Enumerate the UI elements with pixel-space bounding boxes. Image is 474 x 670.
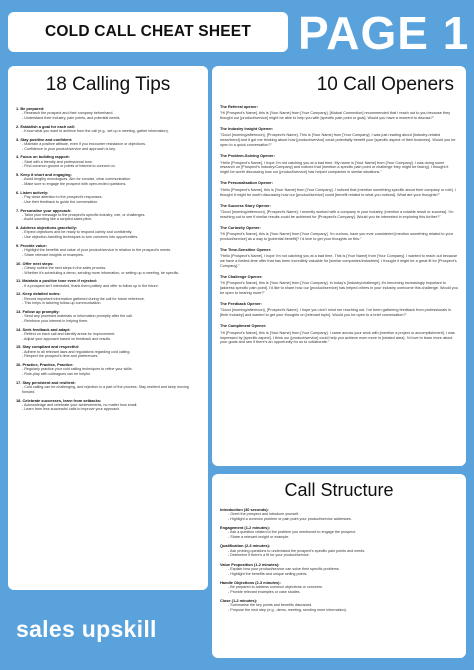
tip-line: - Avoid sounding like a scripted sales pitch. xyxy=(22,217,93,222)
opener-script: "Hello [Prospect's Name], I hope I'm not catching you at a bad time. This is [Your Name] from [Your Company]. I wanted to reach out because we have a limited-time offer that has been incredibly valuable for [similar companies/industries]. I thought it might be a great fit for [Prospect's Company]." xyxy=(220,254,458,269)
structure-step-line: - Summarise the key points and benefits discussed. xyxy=(228,603,313,608)
tip-heading: 14. Seek feedback and adapt: xyxy=(16,326,71,332)
tip-line: - Cold calling can be challenging, and rejection is a part of the process. Stay resilient and keep moving forward. xyxy=(22,385,189,394)
structure-step xyxy=(220,598,458,613)
tip-line: - Understand their industry, pain points, and potential needs. xyxy=(22,115,121,120)
tip-heading: 5. Keep it short and engaging: xyxy=(16,172,72,178)
structure-step-line: - Ask probing questions to understand the prospect's specific pain points and needs. xyxy=(228,548,366,553)
opener-script: "Hi [Prospect's Name], this is [Your Name] from [Your Company]. In today's [industry/challenge], it's becoming increasingly important to [address specific pain point]. I'd like to share how our [product/service] has helped others in your industry overcome this challenge. Would you be open to hearing more?" xyxy=(220,281,458,296)
tip-heading: 6. Listen actively: xyxy=(16,189,49,195)
opener-script: "Good [morning/afternoon], [Prospect's Name]. I recently worked with a company in your industry, [mention a notable result or success]. I'm reaching out to see if similar results could be achieved for [Prospect's Company]. Would you be interested in exploring this further?" xyxy=(220,209,454,219)
structure-step-heading: Handle Objections (2-3 minutes): xyxy=(220,579,281,585)
tip-heading: 3. Stay positive and confident: xyxy=(16,136,73,142)
opener-item xyxy=(220,274,458,296)
opener-heading: The Challenge Opener: xyxy=(220,274,263,280)
call-structure-list xyxy=(220,507,458,613)
structure-step-line: - Highlight a common problem or pain point your product/service addresses. xyxy=(228,516,352,521)
tip-item xyxy=(16,362,200,377)
tip-line: - This helps in tailoring follow-up communication. xyxy=(22,301,102,306)
opener-item xyxy=(220,301,458,318)
tip-heading: 10. Offer next steps: xyxy=(16,260,54,266)
opener-heading: The Personalisation Opener: xyxy=(220,180,273,186)
opener-script: "Good [morning/afternoon], [Prospect's Name]. This is [Your Name] from [Your Company]. I was just reading about [Industry-related news/trend] and it got me thinking about how [product/service] could potentially benefit your [specific aspect of their business]. Would you be open to a quick conversation?" xyxy=(220,133,456,148)
tip-item xyxy=(16,344,200,359)
tip-heading: 15. Stay compliant and respectful: xyxy=(16,344,80,350)
opener-heading: The Compliment Opener: xyxy=(220,323,267,329)
call-openers-list xyxy=(220,104,458,345)
tip-line: - Adhere to all relevant laws and regulations regarding cold calling. xyxy=(22,349,131,354)
structure-step-heading: Close (1-2 minutes): xyxy=(220,598,258,604)
opener-heading: The Success Story Opener: xyxy=(220,202,271,208)
tip-item xyxy=(16,243,200,258)
call-openers-panel xyxy=(212,66,466,466)
call-structure-panel xyxy=(212,474,466,658)
opener-item xyxy=(220,247,458,269)
tip-item xyxy=(16,309,200,324)
tip-heading: 18. Celebrate successes, learn from setbacks: xyxy=(16,397,102,403)
tip-item xyxy=(16,124,200,134)
tip-line: - Share relevant insights or examples. xyxy=(22,252,84,257)
opener-script: "Good [morning/afternoon], [Prospect's Name]. I hope you don't mind me reaching out. I've been gathering feedback from professionals in [their industry] and wanted to get your thoughts on [relevant topic]. Would you be open to a brief conversation?" xyxy=(220,308,452,318)
opener-script: "Hello [Prospect's Name], I hope I'm not catching you at a bad time. My name is [Your Name] from [Your Company]. I was doing some research on [Prospect's Industry/Company] and noticed that [mention a specific pain point or challenge they might be facing]. I thought it might be worth discussing how our [product/service] has helped companies in similar situations." xyxy=(220,160,449,175)
opener-heading: The Problem-Solving Opener: xyxy=(220,153,275,159)
structure-step-heading: Value Proposition (1-2 minutes): xyxy=(220,561,280,567)
tip-item xyxy=(16,261,200,276)
tip-line: - Pay close attention to the prospect's responses. xyxy=(22,195,103,200)
structure-step-line: - Ask a question related to the problem you mentioned to engage the prospect. xyxy=(228,530,357,535)
call-structure-title: Call Structure xyxy=(284,480,394,500)
tip-line: - Start with a friendly and professional tone. xyxy=(22,159,93,164)
tip-heading: 13. Follow up promptly: xyxy=(16,309,60,315)
tip-heading: 7. Personalise your approach: xyxy=(16,207,72,213)
structure-step-line: - Highlight the benefits and unique selling points. xyxy=(228,571,308,576)
opener-item xyxy=(220,180,458,197)
tip-line: - Expect objections and be ready to respond calmly and confidently. xyxy=(22,230,133,235)
tip-item xyxy=(16,172,200,187)
tip-line: - Role-play with colleagues can be helpful. xyxy=(22,372,92,377)
structure-step-heading: Qualification (2-3 minutes): xyxy=(220,543,271,549)
tip-heading: 8. Address objections gracefully: xyxy=(16,225,78,231)
tip-item xyxy=(16,398,200,413)
tip-line: - Research the prospect and their company beforehand. xyxy=(22,111,114,116)
tip-line: - Confidence in your product/service and approach is key. xyxy=(22,146,116,151)
structure-step-line: - Provide relevant examples or case studies. xyxy=(228,589,301,594)
opener-item xyxy=(220,323,458,345)
opener-item xyxy=(220,203,458,220)
tip-line: - Send any promised materials or information promptly after the call. xyxy=(22,314,133,319)
tip-heading: 1. Be prepared: xyxy=(16,106,45,111)
tip-heading: 17. Stay persistent and resilient: xyxy=(16,379,76,385)
tip-item xyxy=(16,380,200,395)
opener-script: "Hi [Prospect's Name], this is [Your Name] from [Your Company]. I'm curious, have you ever considered [mention something related to your product/service] as a way to [potential benefit]? I'd love to get your thoughts on this." xyxy=(220,232,453,241)
opener-item xyxy=(220,153,458,175)
tip-line: - Clearly outline the next steps in the sales process. xyxy=(22,265,107,270)
opener-heading: The Referral opener: xyxy=(220,104,259,109)
tip-line: - Use their feedback to guide the conversation. xyxy=(22,199,99,204)
structure-step-line: - Share a relevant insight or example. xyxy=(228,535,290,540)
tip-line: - Adjust your approach based on feedback and results. xyxy=(22,336,112,341)
tip-line: - If a prospect isn't interested, thank them politely and offer to follow up in the future. xyxy=(22,283,159,288)
tip-item xyxy=(16,327,200,342)
tip-heading: 11. Maintain a positive tone even if rejected: xyxy=(16,278,98,284)
calling-tips-title: 18 Calling Tips xyxy=(45,74,171,95)
calling-tips-list xyxy=(16,106,200,412)
tip-line: - Acknowledge and celebrate your achievements, no matter how small. xyxy=(22,402,138,407)
tip-item xyxy=(16,190,200,205)
tip-line: - Make sure to engage the prospect with open-ended questions. xyxy=(22,182,127,187)
structure-step xyxy=(220,525,458,540)
structure-step-line: - Determine if there's a fit for your product/service. xyxy=(228,553,310,558)
structure-step xyxy=(220,562,458,577)
tip-heading: 4. Focus on building rapport: xyxy=(16,154,70,160)
structure-step-heading: Engagement (1-2 minutes): xyxy=(220,525,270,531)
tip-line: - Learn from less successful calls to improve your approach. xyxy=(22,407,121,412)
tip-line: - Record important information gathered during the call for future reference. xyxy=(22,296,145,301)
tip-line: - Regularly practice your cold calling techniques to refine your skills. xyxy=(22,367,133,372)
tip-line: - Know what you want to achieve from the call (e.g., set up a meeting, gather information). xyxy=(22,128,169,133)
tip-heading: 12. Keep detailed notes: xyxy=(16,291,61,297)
opener-item xyxy=(220,126,458,148)
opener-script: "Hello [Prospect's Name], this is [Your Name] from [Your Company]. I noticed that [mention something specific about their company or role]. I thought it might be worth discussing how our [product/service] could [benefit related to what you noticed]. What are your thoughts?" xyxy=(220,187,456,197)
opener-script: "Hi [Prospect's Name], this is [Your Name] from [Your Company]. [Mutual Connection] recommended that I reach out to you because they thought our [product/service] might be able to help you with [specific pain point or goal]. Would you have a moment to discuss?" xyxy=(220,111,451,121)
opener-heading: The Curiosity Opener: xyxy=(220,224,261,230)
structure-step-heading: Introduction (30 seconds): xyxy=(220,507,269,512)
structure-step xyxy=(220,507,458,522)
page-number: PAGE 1 xyxy=(298,7,470,59)
structure-step xyxy=(220,543,458,558)
tip-line: - Reflect on each call and identify areas for improvement. xyxy=(22,331,116,336)
tip-heading: 16. Practice, Practice, Practice: xyxy=(16,362,74,368)
opener-script: "Hi [Prospect's Name], this is [Your Name] from [Your Company]. I came across your work with [mention a project or accomplishment]. I was impressed by [specific aspect]. I think our [product/service] could help you achieve even more in [related area]. I'd love to learn more about your goals and see if there's an opportunity for us to collaborate." xyxy=(220,330,455,345)
tip-line: - Avoid lengthy monologues. Aim for concise, clear communication. xyxy=(22,177,132,182)
tip-heading: 9. Provide value: xyxy=(16,242,47,248)
tip-line: - Maintain a positive attitude, even if you encounter resistance or objections. xyxy=(22,141,147,146)
tip-heading: 2. Establish a goal for each call: xyxy=(16,123,76,129)
structure-step-line: - Propose the next step (e.g., demo, meeting, sending more information). xyxy=(228,607,347,612)
page-title: COLD CALL CHEAT SHEET xyxy=(45,23,251,40)
structure-step-line: - Greet the prospect and introduce yourself. xyxy=(228,512,300,517)
brand-logo-text: sales upskill xyxy=(16,616,157,642)
tip-item xyxy=(16,137,200,152)
structure-step-line: - Be prepared to address common objections or concerns. xyxy=(228,585,323,590)
title-banner xyxy=(8,12,288,52)
calling-tips-panel xyxy=(8,66,208,590)
tip-line: - Respect the prospect's time and preferences. xyxy=(22,354,99,359)
tip-item xyxy=(16,154,200,169)
tip-line: - Highlight the benefits and value of your product/service in relation to the prospect's needs. xyxy=(22,248,172,253)
tip-item xyxy=(16,278,200,288)
opener-heading: The Industry Insight Opener: xyxy=(220,126,274,132)
structure-step-line: - Explain how your product/service can solve their specific problems. xyxy=(228,566,340,571)
structure-step xyxy=(220,580,458,595)
opener-heading: The Time-Sensitive Opener: xyxy=(220,247,272,253)
tip-item xyxy=(16,291,200,306)
tip-item xyxy=(16,208,200,223)
tip-item xyxy=(16,225,200,240)
tip-line: - Tailor your message to the prospect's specific industry, role, or challenges. xyxy=(22,212,146,217)
tip-line: - Whether it's scheduling a demo, sending more information, or setting up a meeting, be specific. xyxy=(22,270,180,275)
call-openers-title: 10 Call Openers xyxy=(316,74,454,95)
opener-item xyxy=(220,104,458,121)
tip-line: - Reinforce your interest in helping them. xyxy=(22,318,89,323)
tip-line: - Use objection-handling techniques to turn concerns into opportunities. xyxy=(22,235,139,240)
opener-heading: The Feedback Opener: xyxy=(220,301,262,307)
tip-line: - Find common ground or points of interest to connect on. xyxy=(22,164,116,169)
tip-item xyxy=(16,106,200,121)
opener-item xyxy=(220,225,458,242)
